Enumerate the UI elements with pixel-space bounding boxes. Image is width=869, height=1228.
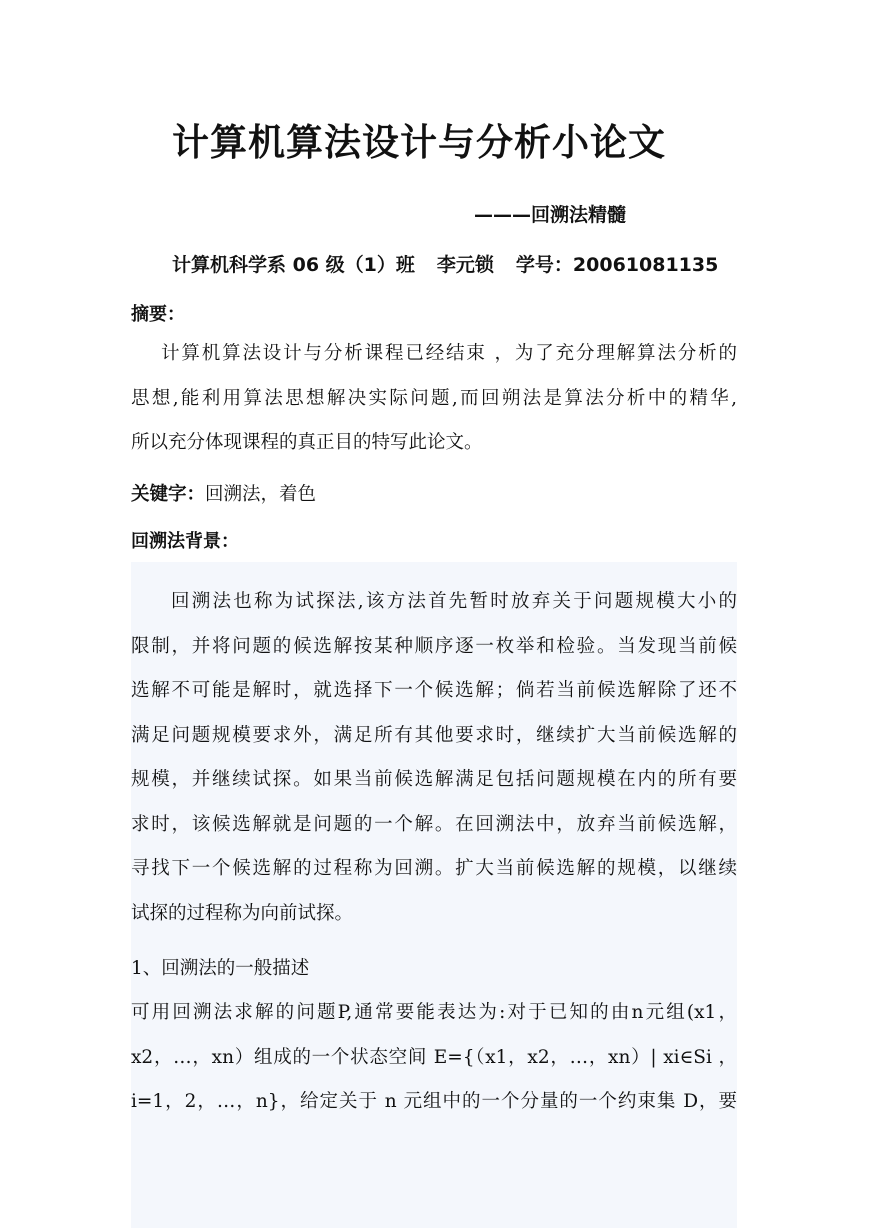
keywords-value: 回溯法，着色 [205,484,317,505]
author-name: 李元锁 [436,254,494,276]
background-line: 选解不可能是解时，就选择下一个候选解；倘若当前候选解除了还不 [131,680,737,701]
abstract-line: 所以充分体现课程的真正目的特写此论文。 [131,432,483,453]
background-line: 试探的过程称为向前试探。 [131,902,354,924]
keywords-label: 关键字： [131,484,206,505]
section1-line: x2，…，xn）组成的一个状态空间 E={（x1，x2，…，xn）| xi∈Si ， [131,1046,737,1068]
keywords-line [131,480,316,506]
background-line: 限制，并将问题的候选解按某种顺序逐一枚举和检验。当发现当前候 [131,635,737,657]
background-line: 回溯法也称为试探法,该方法首先暂时放弃关于问题规模大小的 [171,591,737,612]
student-id: 学号：20061081135 [515,254,719,276]
background-line: 满足问题规模要求外，满足所有其他要求时，继续扩大当前候选解的 [131,724,737,746]
abstract-line: 计算机算法设计与分析课程已经结束 ，为了充分理解算法分析的 [161,343,737,364]
section1-paragraph [131,991,737,1125]
background-paragraph [131,580,737,936]
paper-subtitle: ———回溯法精髓 [474,204,627,226]
background-label: 回溯法背景： [131,531,239,552]
section-heading: 1、回溯法的一般描述 [131,958,310,979]
author-department: 计算机科学系 06 级（1）班 [172,254,415,276]
background-line: 寻找下一个候选解的过程称为回溯。扩大当前候选解的规模，以继续 [131,858,737,879]
author-line [172,250,718,277]
abstract-paragraph [131,332,737,466]
paper-title: 计算机算法设计与分析小论文 [172,121,666,164]
section1-heading [131,947,737,992]
section1-line: 可用回溯法求解的问题P,通常要能表达为:对于已知的由n元组(x1， [131,1002,737,1023]
abstract-line: 思想,能利用算法思想解决实际问题,而回朔法是算法分析中的精华, [131,387,737,409]
section1-line: i=1，2，…，n}，给定关于 n 元组中的一个分量的一个约束集 D，要 [131,1091,737,1112]
background-line: 规模，并继续试探。如果当前候选解满足包括问题规模在内的所有要 [131,769,737,790]
abstract-label: 摘要： [131,304,185,325]
background-line: 求时，该候选解就是问题的一个解。在回溯法中，放弃当前候选解， [131,813,737,835]
